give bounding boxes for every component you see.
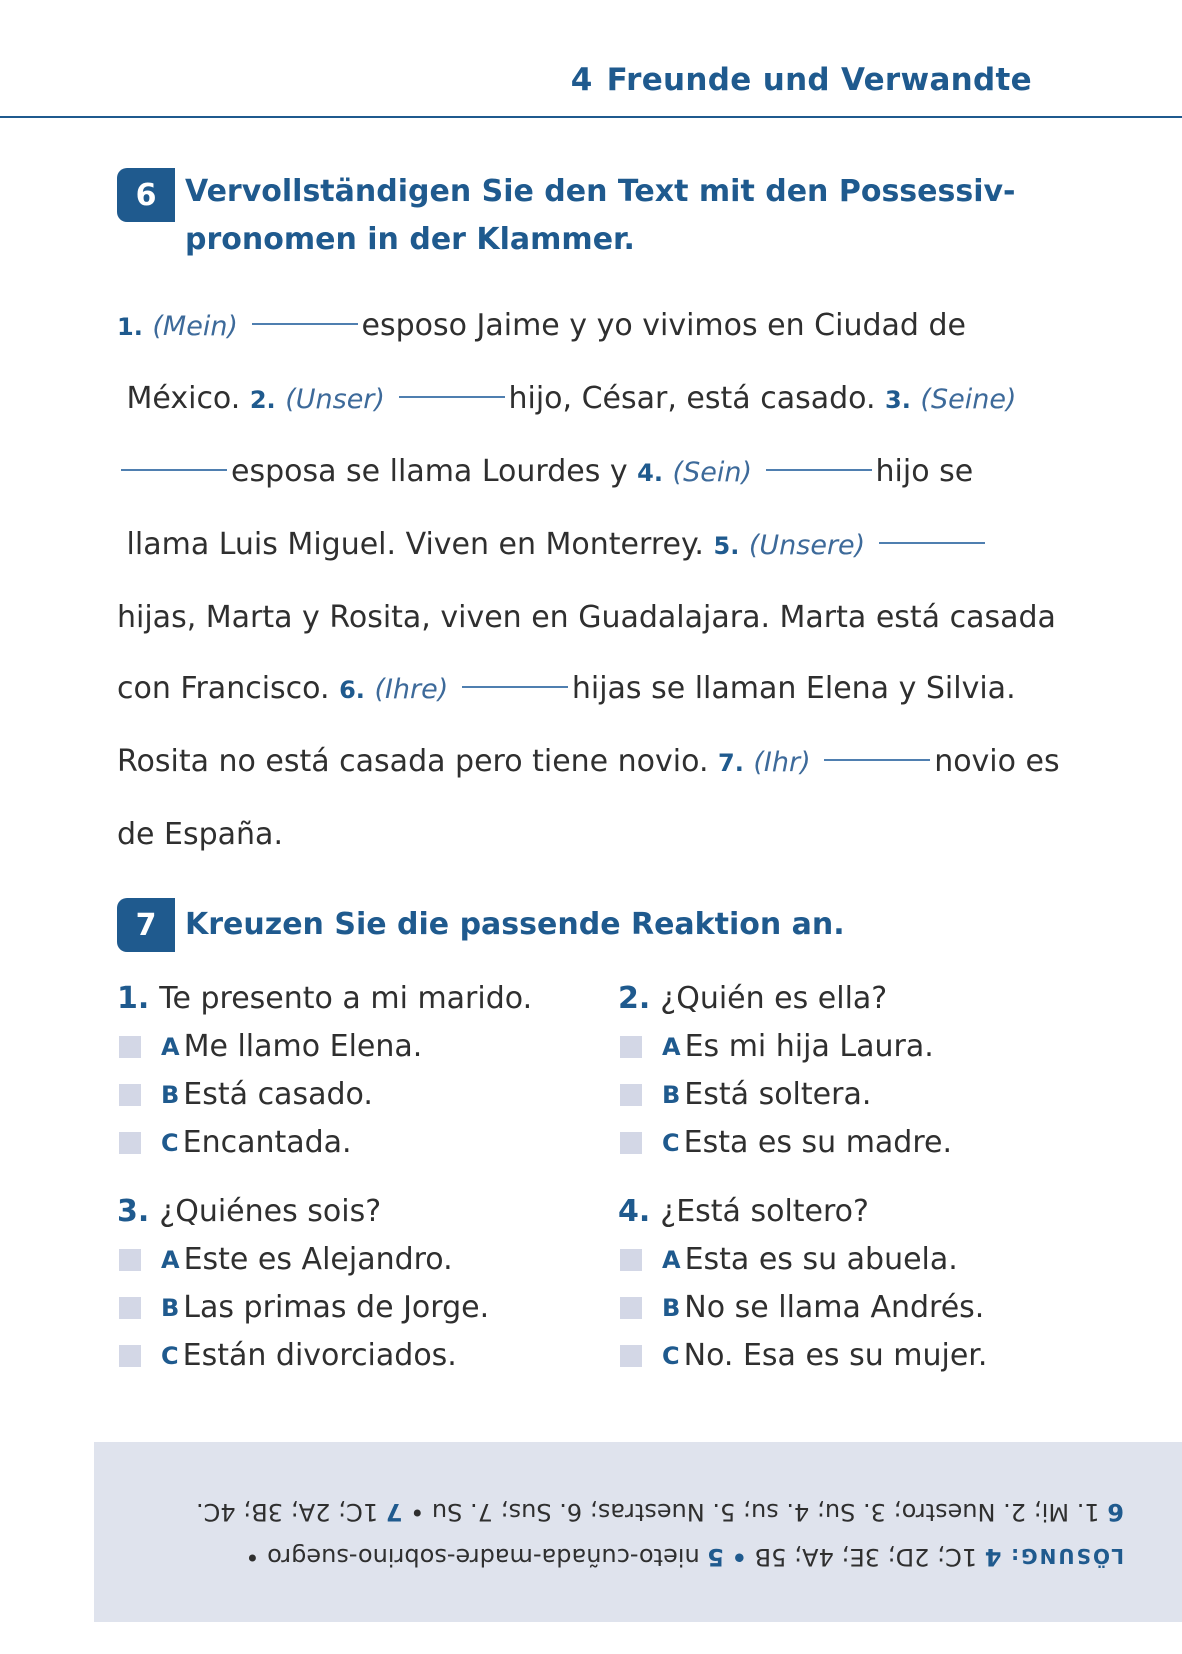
checkbox[interactable]: [119, 1084, 141, 1106]
checkbox[interactable]: [620, 1084, 642, 1106]
exercise-6-title: [185, 168, 1016, 264]
option-1c[interactable]: C Encantada.: [117, 1119, 587, 1167]
body-text: hijo se: [875, 454, 974, 489]
body-text: hijo, César, está casado.: [508, 381, 886, 416]
question-text: ¿Quién es ella?: [660, 981, 888, 1016]
text-line: [117, 726, 1087, 799]
option-4b[interactable]: B No se llama Andrés.: [618, 1284, 1088, 1332]
question-text: ¿Está soltero?: [660, 1194, 869, 1229]
answer-blank[interactable]: [879, 541, 985, 544]
question-3: [117, 1188, 587, 1380]
item-number: 6.: [339, 676, 365, 704]
hint-text: (Seine): [920, 384, 1017, 415]
option-2b[interactable]: B Está soltera.: [618, 1071, 1088, 1119]
option-3b[interactable]: B Las primas de Jorge.: [117, 1284, 587, 1332]
checkbox[interactable]: [620, 1036, 642, 1058]
option-4a[interactable]: A Esta es su abuela.: [618, 1236, 1088, 1284]
body-text: llama Luis Miguel. Viven en Monterrey.: [117, 527, 714, 562]
text-line: [117, 363, 1087, 436]
question-text: Te presento a mi marido.: [159, 981, 533, 1016]
answer-blank[interactable]: [824, 758, 930, 761]
item-number: 5.: [713, 532, 740, 560]
question-number: 4.: [618, 1194, 651, 1229]
chapter-number: 4: [570, 62, 593, 98]
option-1b[interactable]: B Está casado.: [117, 1071, 587, 1119]
hint-text: (Ihre): [374, 674, 449, 705]
option-4c[interactable]: C No. Esa es su mujer.: [618, 1332, 1088, 1380]
text-line: [117, 436, 1087, 509]
item-number: 3.: [885, 386, 911, 414]
body-text: novio es: [934, 744, 1060, 779]
solution-label: LÖSUNG:: [1009, 1544, 1124, 1568]
answer-blank[interactable]: [252, 322, 358, 325]
hint-text: (Ihr): [753, 747, 811, 778]
exercise-7-title: Kreuzen Sie die passende Reaktion an.: [185, 907, 845, 942]
checkbox[interactable]: [119, 1249, 141, 1271]
checkbox[interactable]: [620, 1132, 642, 1154]
text-line: [117, 509, 1087, 582]
body-text: de España.: [117, 817, 283, 852]
option-2c[interactable]: C Esta es su madre.: [618, 1119, 1088, 1167]
body-text: con Francisco.: [117, 671, 340, 706]
body-text: esposo Jaime y yo vivimos en Ciudad de: [361, 308, 966, 343]
body-text: Rosita no está casada pero tiene novio.: [117, 744, 719, 779]
hint-text: (Mein): [152, 311, 238, 342]
option-3c[interactable]: C Están divorciados.: [117, 1332, 587, 1380]
chapter-title: [571, 62, 1032, 98]
checkbox[interactable]: [119, 1297, 141, 1319]
question-text: ¿Quiénes sois?: [159, 1194, 382, 1229]
item-number: 7.: [718, 749, 744, 777]
exercise-7-badge: 7: [117, 898, 175, 952]
checkbox[interactable]: [620, 1249, 642, 1271]
body-text: esposa se llama Lourdes y: [231, 454, 638, 489]
exercise-6-title-line1: Vervollständigen Sie den Text mit den Possessiv-: [185, 174, 1016, 209]
body-text: México.: [117, 381, 250, 416]
solution-text-upside-down: [164, 1490, 1124, 1579]
solution-line-2: 6 1. Mi; 2. Nuestro; 3. Su; 4. su; 5. Nuestras; 6. Sus; 7. Su • 7 1C; 2A; 3B; 4C.: [195, 1498, 1124, 1526]
chapter-name: Freunde und Verwandte: [606, 62, 1032, 98]
option-2a[interactable]: A Es mi hija Laura.: [618, 1023, 1088, 1071]
solution-line-1: LÖSUNG: 4 1C; 2D; 3E; 4A; 5B • 5 nieto-cuñada-madre-sobrino-suegro •: [245, 1543, 1124, 1571]
checkbox[interactable]: [119, 1036, 141, 1058]
question-2: [618, 975, 1088, 1167]
hint-text: (Unsere): [748, 530, 866, 561]
body-text: hijas se llaman Elena y Silvia.: [571, 671, 1016, 706]
text-line: [117, 290, 1087, 363]
question-4: [618, 1188, 1088, 1380]
question-number: 2.: [618, 981, 651, 1016]
answer-blank[interactable]: [399, 395, 505, 398]
hint-text: (Unser): [285, 384, 385, 415]
checkbox[interactable]: [620, 1297, 642, 1319]
solution-box: [94, 1442, 1182, 1622]
checkbox[interactable]: [620, 1345, 642, 1367]
exercise-6-badge: 6: [117, 168, 175, 222]
question-1: [117, 975, 587, 1167]
checkbox[interactable]: [119, 1132, 141, 1154]
text-line: [117, 582, 1087, 653]
gap-fill-text: [117, 290, 1087, 870]
question-number: 3.: [117, 1194, 150, 1229]
question-number: 1.: [117, 981, 150, 1016]
checkbox[interactable]: [119, 1345, 141, 1367]
option-3a[interactable]: A Este es Alejandro.: [117, 1236, 587, 1284]
page-header: [0, 0, 1182, 118]
option-1a[interactable]: A Me llamo Elena.: [117, 1023, 587, 1071]
item-number: 1.: [117, 313, 143, 341]
item-number: 2.: [249, 386, 276, 414]
answer-blank[interactable]: [121, 468, 227, 471]
exercise-6-title-line2: pronomen in der Klammer.: [185, 222, 635, 257]
body-text: hijas, Marta y Rosita, viven en Guadalajara. Marta está casada: [117, 600, 1056, 635]
text-line: [117, 653, 1087, 726]
hint-text: (Sein): [672, 457, 752, 488]
item-number: 4.: [637, 459, 663, 487]
answer-blank[interactable]: [766, 468, 872, 471]
text-line: [117, 799, 1087, 870]
answer-blank[interactable]: [462, 685, 568, 688]
